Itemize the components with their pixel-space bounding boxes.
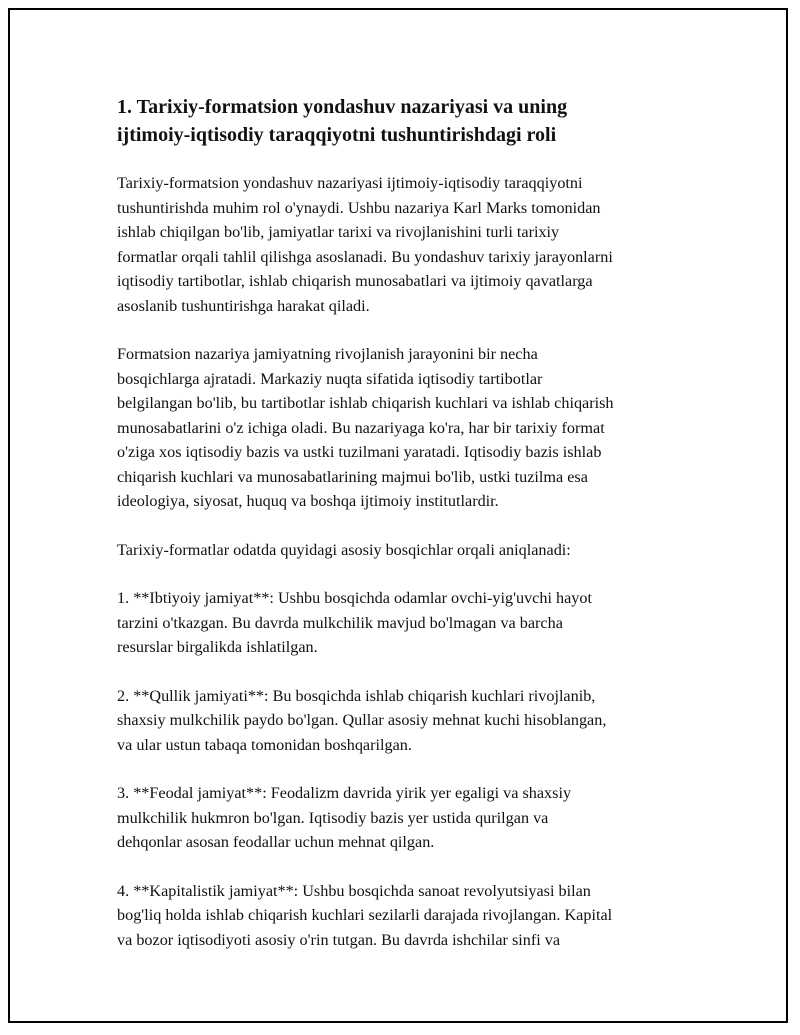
text-line: resurslar birgalikda ishlatilgan. (117, 638, 318, 656)
text-line: iqtisodiy tartibotlar, ishlab chiqarish munosabatlari va ijtimoiy qavatlarga (117, 272, 593, 290)
paragraph-formation-theory (117, 342, 677, 514)
section-title (117, 93, 677, 149)
text-line: asoslanib tushuntirishga harakat qiladi. (117, 296, 370, 315)
text-line: 4. **Kapitalistik jamiyat**: Ushbu bosqichda sanoat revolyutsiyasi bilan (117, 881, 591, 900)
text-line: bosqichlarga ajratadi. Markaziy nuqta sifatida iqtisodiy tartibotlar (117, 369, 543, 388)
text-line: munosabatlarini o'z ichiga oladi. Bu nazariyaga ko'ra, har bir tarixiy format (117, 418, 605, 437)
text-line: formatlar orqali tahlil qilishga asoslanadi. Bu yondashuv tarixiy jarayonlarni (117, 247, 613, 266)
text-line: bog'liq holda ishlab chiqarish kuchlari sezilarli darajada rivojlangan. Kapital (117, 906, 613, 924)
text-line: ishlab chiqilgan bo'lib, jamiyatlar tarixi va rivojlanishini turli tarixiy (117, 223, 560, 241)
text-line: mulkchilik hukmron bo'lgan. Iqtisodiy bazis yer ustida qurilgan va (117, 808, 549, 827)
text-line: va bozor iqtisodiyoti asosiy o'rin tutgan. Bu davrda ishchilar sinfi va (117, 930, 561, 949)
text-line: 1. **Ibtiyoiy jamiyat**: Ushbu bosqichda odamlar ovchi-yig'uvchi hayot (117, 589, 592, 607)
list-item-slave-society (117, 684, 677, 758)
text-line: chiqarish kuchlari va munosabatlarining majmui bo'lib, ustki tuzilma esa (117, 467, 588, 486)
text-line: o'ziga xos iqtisodiy bazis va ustki tuzilmani yaratadi. Iqtisodiy bazis ishlab (117, 443, 602, 461)
text-line: ideologiya, siyosat, huquq va boshqa ijtimoiy institutlardir. (117, 492, 499, 510)
document-body (117, 93, 677, 976)
list-item-feudal-society (117, 781, 677, 855)
text-line: Tarixiy-formatsion yondashuv nazariyasi ijtimoiy-iqtisodiy taraqqiyotni (117, 174, 583, 192)
text-line: belgilangan bo'lib, bu tartibotlar ishlab chiqarish kuchlari va ishlab chiqarish (117, 394, 614, 412)
title-line: 1. Tarixiy-formatsion yondashuv nazariyasi va uning (117, 96, 568, 118)
text-line: 3. **Feodal jamiyat**: Feodalizm davrida yirik yer egaligi va shaxsiy (117, 784, 572, 802)
list-item-primitive-society (117, 586, 677, 660)
title-line: ijtimoiy-iqtisodiy taraqqiyotni tushuntirishdagi roli (117, 124, 557, 146)
text-line: tarzini o'tkazgan. Bu davrda mulkchilik mavjud bo'lmagan va barcha (117, 613, 563, 632)
paragraph-intro (117, 171, 677, 318)
text-line: tushuntirishda muhim rol o'ynaydi. Ushbu nazariya Karl Marks tomonidan (117, 198, 601, 217)
paragraph-stages-intro (117, 538, 677, 563)
list-item-capitalist-society (117, 879, 677, 953)
text-line: dehqonlar asosan feodallar uchun mehnat qilgan. (117, 833, 435, 851)
text-line: Formatsion nazariya jamiyatning rivojlanish jarayonini bir necha (117, 345, 538, 363)
text-line: va ular ustun tabaqa tomonidan boshqarilgan. (117, 735, 412, 754)
text-line: shaxsiy mulkchilik paydo bo'lgan. Qullar asosiy mehnat kuchi hisoblangan, (117, 711, 607, 729)
text-line: Tarixiy-formatlar odatda quyidagi asosiy bosqichlar orqali aniqlanadi: (117, 540, 571, 559)
text-line: 2. **Qullik jamiyati**: Bu bosqichda ishlab chiqarish kuchlari rivojlanib, (117, 686, 596, 705)
